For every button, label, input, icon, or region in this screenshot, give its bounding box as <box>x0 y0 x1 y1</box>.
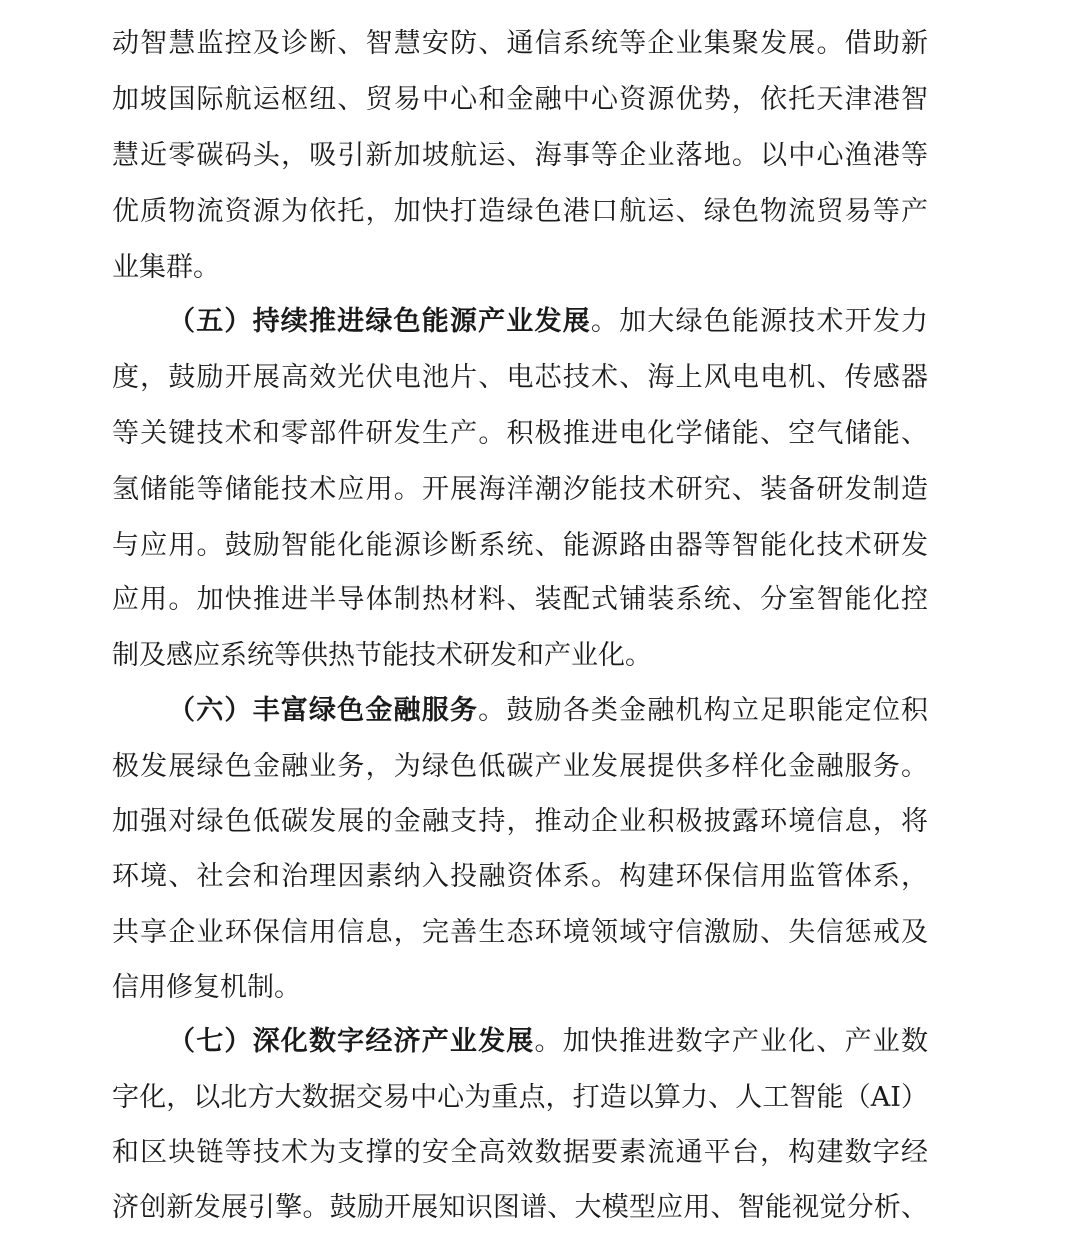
paragraph-1-line-5: 业集群。 <box>112 252 220 283</box>
paragraph-3-first-line <box>168 683 928 739</box>
paragraph-3-line-3: 加强对绿色低碳发展的金融支持，推动企业积极披露环境信息，将 <box>112 806 928 837</box>
paragraph-3-line-6: 信用修复机制。 <box>112 972 301 1003</box>
paragraph-3-line-5: 共享企业环保信用信息，完善生态环境领域守信激励、失信惩戒及 <box>112 917 928 948</box>
paragraph-3-line-4: 环境、社会和治理因素纳入投融资体系。构建环保信用监管体系， <box>112 861 928 892</box>
paragraph-2-line-5: 与应用。鼓励智能化能源诊断系统、能源路由器等智能化技术研发 <box>112 530 928 561</box>
paragraph-2-line-7: 制及感应系统等供热节能技术研发和产业化。 <box>112 640 652 671</box>
paragraph-4-first-line-text: 。加快推进数字产业化、产业数 <box>534 1026 928 1057</box>
paragraph-1-line-3: 慧近零碳码头，吸引新加坡航运、海事等企业落地。以中心渔港等 <box>112 140 928 171</box>
paragraph-1-line-1: 动智慧监控及诊断、智慧安防、通信系统等企业集聚发展。借助新 <box>112 28 928 59</box>
section-6-heading: （六）丰富绿色金融服务 <box>168 695 479 726</box>
paragraph-2-line-4: 氢储能等储能技术应用。开展海洋潮汐能技术研究、装备研发制造 <box>112 474 928 505</box>
paragraph-1-line-4: 优质物流资源为依托，加快打造绿色港口航运、绿色物流贸易等产 <box>112 196 928 227</box>
paragraph-1-line-2: 加坡国际航运枢纽、贸易中心和金融中心资源优势，依托天津港智 <box>112 84 928 115</box>
section-5-heading: （五）持续推进绿色能源产业发展 <box>168 306 591 337</box>
paragraph-2-line-3: 等关键技术和零部件研发生产。积极推进电化学储能、空气储能、 <box>112 418 928 449</box>
paragraph-4-first-line <box>168 1014 928 1070</box>
paragraph-2-line-2: 度，鼓励开展高效光伏电池片、电芯技术、海上风电电机、传感器 <box>112 362 928 393</box>
paragraph-4-line-2: 字化，以北方大数据交易中心为重点，打造以算力、人工智能（AI） <box>112 1082 928 1113</box>
paragraph-2-first-line-text: 。加大绿色能源技术开发力 <box>590 306 929 337</box>
paragraph-2-first-line <box>168 294 928 350</box>
paragraph-3-line-2: 极发展绿色金融业务，为绿色低碳产业发展提供多样化金融服务。 <box>112 751 928 782</box>
paragraph-4-line-4: 济创新发展引擎。鼓励开展知识图谱、大模型应用、智能视觉分析、 <box>112 1192 928 1223</box>
paragraph-4-line-3: 和区块链等技术为支撑的安全高效数据要素流通平台，构建数字经 <box>112 1137 928 1168</box>
paragraph-2-line-6: 应用。加快推进半导体制热材料、装配式铺装系统、分室智能化控 <box>112 584 928 615</box>
paragraph-3-first-line-text: 。鼓励各类金融机构立足职能定位积 <box>478 695 929 726</box>
section-7-heading: （七）深化数字经济产业发展 <box>168 1026 535 1057</box>
